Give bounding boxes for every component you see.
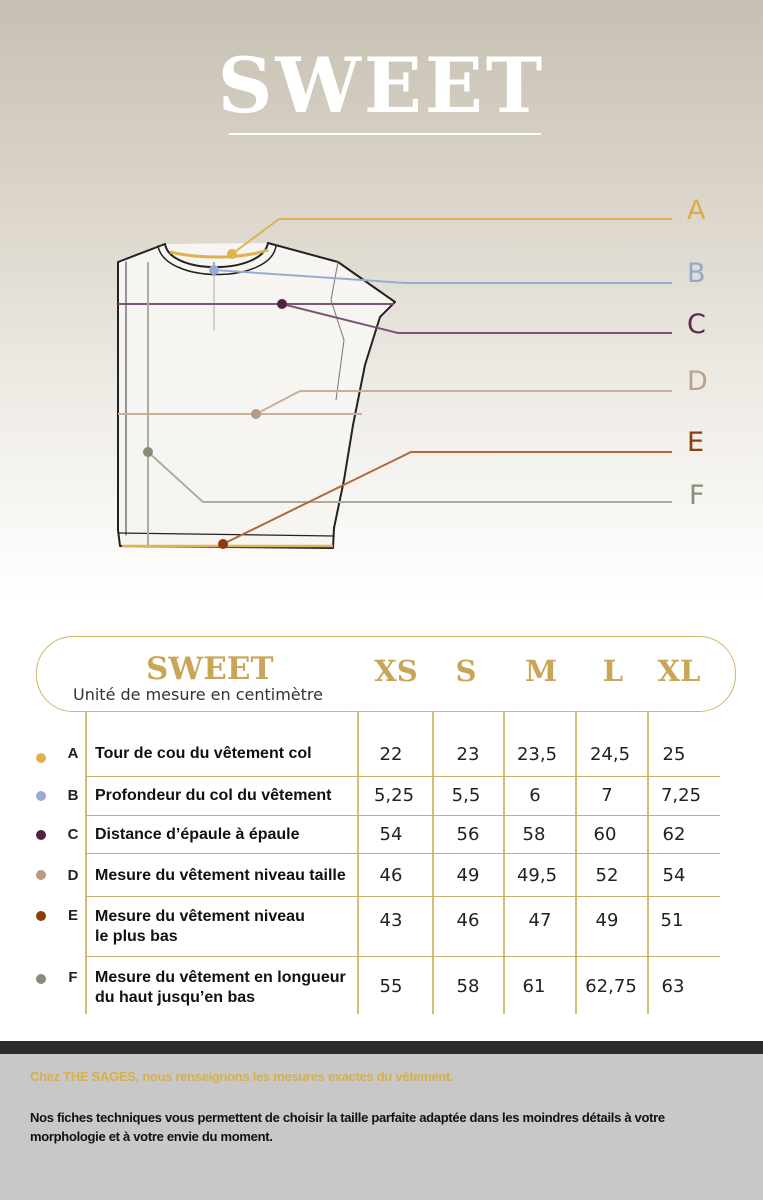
row-divider [86,776,720,777]
cell-value: 61 [522,976,546,997]
row-label: du haut jusqu’en bas [95,989,256,1006]
cell-value: 7 [601,785,613,806]
row-color-dot [36,791,46,801]
cell-value: 5,5 [451,785,481,806]
table-divider [575,711,577,1014]
row-code: D [67,867,79,884]
table-divider [85,711,87,1014]
row-label: Mesure du vêtement en longueur [95,969,346,986]
row-label: Profondeur du col du vêtement [95,787,332,804]
size-header-s: S [455,654,477,688]
row-code: A [67,745,79,762]
cell-value: 23,5 [516,744,558,765]
cell-value: 52 [595,865,619,886]
cell-value: 24,5 [589,744,631,765]
row-color-dot [36,974,46,984]
footer-divider [0,1041,763,1054]
row-code: C [67,826,79,843]
cell-value: 49 [456,865,480,886]
cell-value: 58 [522,824,546,845]
cell-value: 7,25 [660,785,702,806]
cell-value: 55 [379,976,403,997]
row-label: Mesure du vêtement niveau [95,908,305,925]
row-color-dot [36,870,46,880]
table-title: SWEET [146,651,274,687]
row-color-dot [36,753,46,763]
table-subtitle: Unité de mesure en centimètre [73,685,323,704]
diagram-letter-e: E [687,427,705,458]
footer-accent-text: Chez THE SAGES, nous renseignons les mesures exactes du vêtement. [30,1069,454,1084]
row-color-dot [36,830,46,840]
size-header-xl: XL [657,654,701,688]
row-label: Tour de cou du vêtement col [95,745,312,762]
cell-value: 23 [456,744,480,765]
row-divider [86,815,720,816]
cell-value: 51 [660,910,684,931]
footer-text: Nos fiches techniques vous permettent de choisir la taille parfaite adaptée dans les moindres détails à votre morphologie et à votre envie du moment. [30,1110,665,1144]
cell-value: 46 [456,910,480,931]
cell-value: 47 [528,910,552,931]
diagram-letter-b: B [687,258,706,289]
row-divider [86,853,720,854]
row-color-dot [36,911,46,921]
row-divider [86,956,720,957]
size-header-m: M [524,654,558,688]
cell-value: 22 [379,744,403,765]
cell-value: 49 [595,910,619,931]
row-divider [86,896,720,897]
cell-value: 5,25 [373,785,415,806]
cell-value: 63 [661,976,685,997]
cell-value: 62 [662,824,686,845]
table-divider [432,711,434,1014]
diagram-letter-a: A [687,195,706,226]
cell-value: 60 [593,824,617,845]
table-divider [503,711,505,1014]
cell-value: 49,5 [516,865,558,886]
row-code: B [67,787,79,804]
row-code: F [68,969,78,986]
row-label: Mesure du vêtement niveau taille [95,867,346,884]
diagram-letter-d: D [687,366,708,397]
diagram-letter-f: F [689,480,705,511]
row-code: E [67,907,78,924]
cell-value: 43 [379,910,403,931]
table-divider [357,711,359,1014]
cell-value: 25 [662,744,686,765]
cell-value: 6 [529,785,541,806]
cell-value: 46 [379,865,403,886]
row-label: Distance d’épaule à épaule [95,826,300,843]
diagram-letter-c: C [687,309,706,340]
cell-value: 62,75 [585,976,637,997]
row-label: le plus bas [95,928,178,945]
size-header-l: L [602,654,624,688]
cell-value: 54 [379,824,403,845]
cell-value: 54 [662,865,686,886]
size-header-xs: XS [374,654,418,688]
page-title: SWEET [217,41,546,130]
cell-value: 58 [456,976,480,997]
cell-value: 56 [456,824,480,845]
